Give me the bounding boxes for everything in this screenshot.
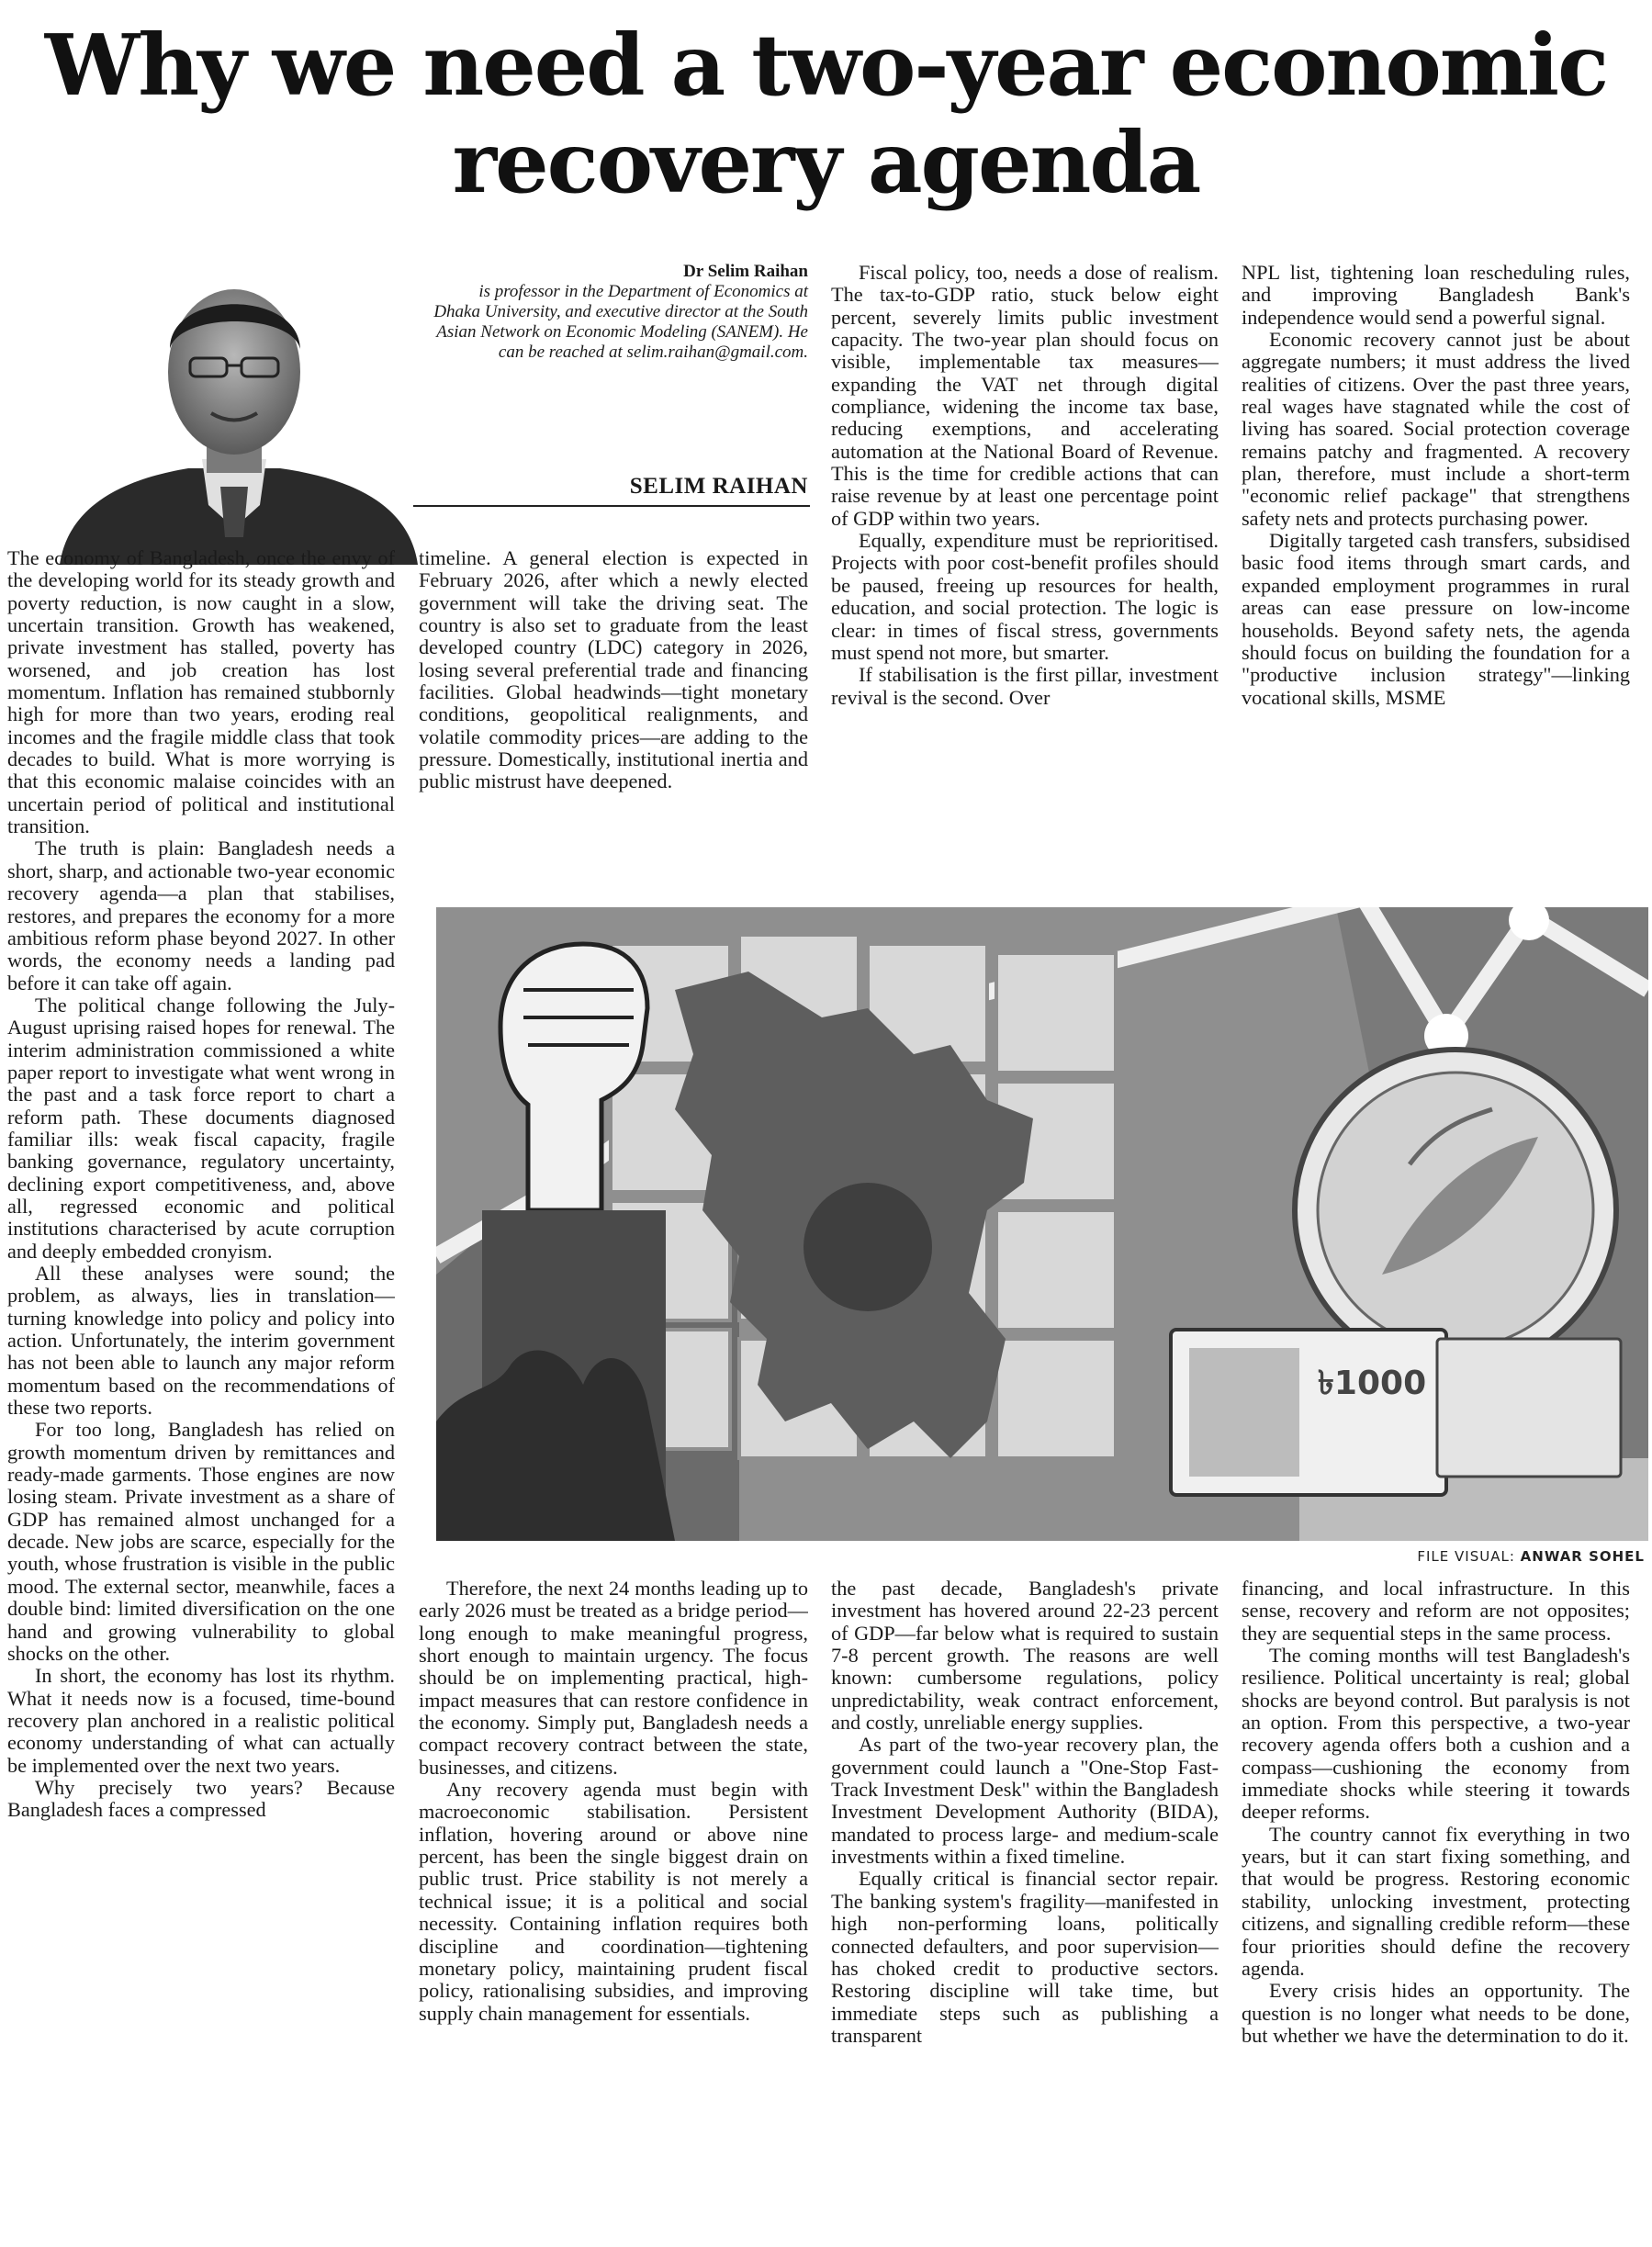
column-3-bottom	[831, 1578, 1219, 2242]
author-photo	[51, 262, 418, 565]
column-4-top	[1242, 262, 1630, 889]
headline-line-1: Why we need a two-year economic	[44, 16, 1608, 115]
paragraph: Every crisis hides an opportunity. The question is no longer what needs to be done, but whether we have the determination to do it.	[1242, 1979, 1630, 2047]
paragraph: The country cannot fix everything in two years, but it can start fixing something, and that would be progress. Restoring economic stability, unlocking investment, protecting citizens, and signalling credible reform—these four priorities should define the recovery agenda.	[1242, 1822, 1630, 1980]
author-bio	[432, 262, 808, 363]
paragraph: All these analyses were sound; the problem, as always, lies in translation—turning knowledge into policy and policy into action. Unfortunately, the interim government has not been able to launch any major reform momentum based on the recommendations of these two reports.	[7, 1262, 395, 1420]
headline-line-2: recovery agenda	[452, 113, 1200, 212]
column-2-top	[419, 547, 808, 889]
paragraph: timeline. A general election is expected in February 2026, after which a newly elected government will take the driving seat. The country is also set to graduate from the least developed country (LDC) category in 2026, losing several preferential trade and financing facilities. Global headwinds—tight monetary conditions, geopolitical realignments, and volatile commodity prices—are adding to the pressure. Domestically, institutional inertia and public mistrust have deepened.	[419, 547, 808, 793]
author-portrait	[51, 262, 418, 565]
paragraph: Economic recovery cannot just be about aggregate numbers; it must address the lived realities of citizens. Over the past three years, real wages have stagnated while the cost of living has soared. Social protection coverage remains patchy and fragmented. A recovery plan, therefore, must include a short-term "economic relief package" that strengthens safety nets and protects purchasing power.	[1242, 328, 1630, 530]
paragraph: The political change following the July-August uprising raised hopes for renewal. The interim administration commissioned a white paper report to investigate what went wrong in the past and a task force report to chart a reform path. These documents diagnosed familiar ills: weak fiscal capacity, fragile banking governance, regulatory uncertainty, declining export competitiveness, and, above all, regressed economic and political institutions characterised by acute corruption and deeply embedded cronyism.	[7, 993, 395, 1263]
column-4-bottom	[1242, 1578, 1630, 2242]
paragraph: The truth is plain: Bangladesh needs a short, sharp, and actionable two-year economic recovery agenda—a plan that stabilises, restores, and prepares the economy for a more ambitious reform phase beyond 2027. In other words, the economy needs a landing pad before it can take off again.	[7, 837, 395, 994]
paragraph: Why precisely two years? Because Bangladesh faces a compressed	[7, 1775, 395, 1822]
paragraph: financing, and local infrastructure. In this sense, recovery and reform are not opposites; they are sequential steps in the same process.	[1242, 1578, 1630, 1645]
visual-credit	[1417, 1548, 1645, 1565]
paragraph: the past decade, Bangladesh's private investment has hovered around 22-23 percent of GDP—far below what is required to sustain 7-8 percent growth. The reasons are well known: cumbersome regulations, policy unpredictability, weak contract enforcement, and costly, unreliable energy supplies.	[831, 1578, 1219, 1735]
paragraph: Fiscal policy, too, needs a dose of realism. The tax-to-GDP ratio, stuck below eight percent, severely limits public investment capacity. The two-year plan should focus on visible, implementable tax measures—expanding the VAT net through digital compliance, widening the income tax base, reducing exemptions, and accelerating automation at the National Board of Revenue. This is the time for credible actions that can raise revenue by at least one percentage point of GDP within two years.	[831, 262, 1219, 530]
credit-name: ANWAR SOHEL	[1520, 1548, 1645, 1565]
paragraph: The economy of Bangladesh, once the envy of the developing world for its steady growth and poverty reduction, is now caught in a slow, uncertain transition. Growth has weakened, private investment has stalled, poverty has worsened, and job creation has lost momentum. Inflation has remained stubbornly high for more than two years, eroding real incomes and the fragile middle class that took decades to build. What is more worrying is that this economic malaise coincides with an uncertain period of political and institutional transition.	[7, 547, 395, 838]
credit-label: FILE VISUAL:	[1417, 1548, 1515, 1565]
paragraph: Digitally targeted cash transfers, subsidised basic food items through smart cards, and expanded employment programmes in rural areas can ease pressure on low-income households. Beyond safety nets, the agenda should focus on building the foundation for a "productive inclusion strategy"—linking vocational skills, MSME	[1242, 529, 1630, 709]
paragraph: The coming months will test Bangladesh's resilience. Political uncertainty is real; global shocks are beyond control. But paralysis is not an option. From this perspective, a two-year recovery agenda offers both a cushion and a compass—cushioning the economy from immediate shocks while steering it towards deeper reforms.	[1242, 1644, 1630, 1824]
headline	[0, 17, 1652, 211]
paragraph: Equally critical is financial sector repair. The banking system's fragility—manifested in high non-performing loans, politically connected defaulters, and poor supervision—has choked credit to productive sectors. Restoring discipline will take time, but immediate steps such as publishing a transparent	[831, 1867, 1219, 2047]
author-description: is professor in the Department of Economics at Dhaka University, and executive director at the South Asian Network on Economic Modeling (SANEM). He can be reached at selim.raihan@gmail.com.	[433, 282, 808, 362]
paragraph: Any recovery agenda must begin with macroeconomic stabilisation. Persistent inflation, hovering around or above nine percent, has been the single biggest drain on public trust. Price stability is not merely a technical issue; it is a political and social necessity. Containing inflation requires both discipline and coordination—tightening monetary policy, maintaining prudent fiscal policy, rationalising subsidies, and improving supply chain management for essentials.	[419, 1778, 808, 2025]
column-1	[7, 547, 395, 2242]
paragraph: If stabilisation is the first pillar, investment revival is the second. Over	[831, 663, 1219, 709]
byline: SELIM RAIHAN	[629, 474, 808, 499]
paragraph: Therefore, the next 24 months leading up to early 2026 must be treated as a bridge period—long enough to make meaningful progress, short enough to maintain urgency. The focus should be on implementing practical, high-impact measures that can restore confidence in the economy. Simply put, Bangladesh needs a compact recovery contract between the state, businesses, and citizens.	[419, 1578, 808, 1779]
paragraph: NPL list, tightening loan rescheduling rules, and improving Bangladesh Bank's independence would send a powerful signal.	[1242, 262, 1630, 329]
paragraph: For too long, Bangladesh has relied on growth momentum driven by remittances and ready-made garments. Those engines are now losing steam. Private investment as a share of GDP has remained almost unchanged for a decade. New jobs are scarce, especially for the youth, whose frustration is visible in the public mood. The external sector, meanwhile, faces a double bind: limited diversification on the one hand and growing vulnerability to global shocks on the other.	[7, 1418, 395, 1665]
author-name: Dr Selim Raihan	[683, 262, 808, 281]
paragraph: Equally, expenditure must be reprioritised. Projects with poor cost-benefit profiles should be paused, freeing up resources for health, education, and social protection. The logic is clear: in times of fiscal stress, governments must spend not more, but smarter.	[831, 529, 1219, 664]
column-2-bottom	[419, 1578, 808, 2242]
column-3-top	[831, 262, 1219, 889]
file-visual-illustration	[436, 907, 1648, 1541]
byline-rule	[413, 505, 810, 507]
banknote-label: ৳1000	[1318, 1365, 1427, 1402]
illustration-graphic	[436, 907, 1648, 1541]
paragraph: As part of the two-year recovery plan, the government could launch a "One-Stop Fast-Track Investment Desk" within the Bangladesh Investment Development Authority (BIDA), mandated to process large- and medium-scale investments within a fixed timeline.	[831, 1733, 1219, 1869]
paragraph: In short, the economy has lost its rhythm. What it needs now is a focused, time-bound recovery plan anchored in a realistic political economy understanding of what can actually be implemented over the next two years.	[7, 1664, 395, 1777]
